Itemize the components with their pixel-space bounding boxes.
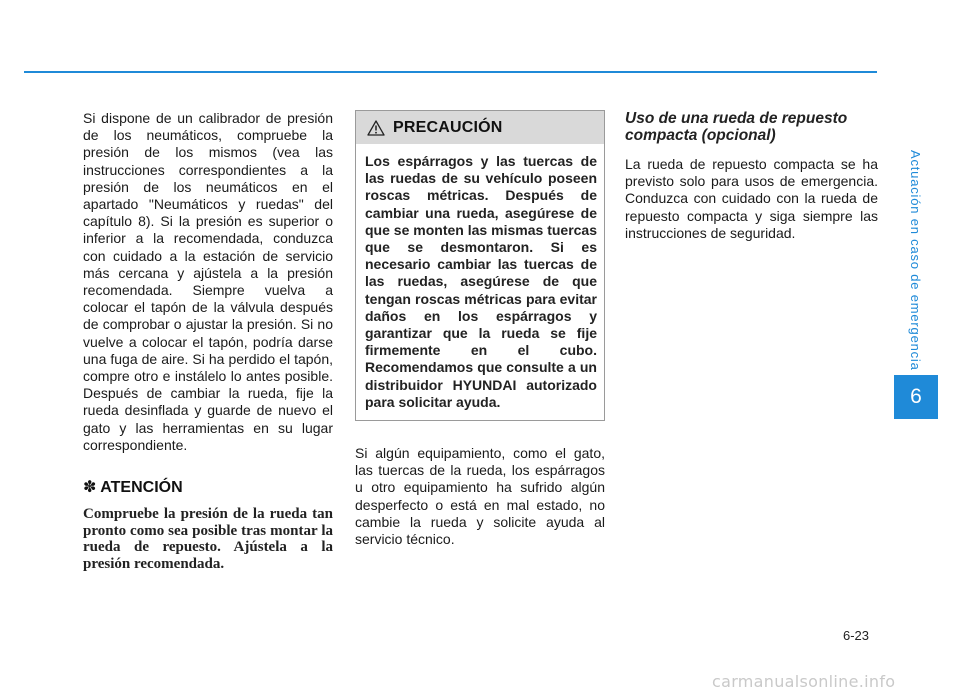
chapter-number-tab[interactable]: 6 xyxy=(894,375,938,419)
page-number: 6-23 xyxy=(843,628,870,643)
attention-heading-label: ATENCIÓN xyxy=(100,479,183,497)
tire-pressure-paragraph: Si dispone de un calibrador de presión de los neumáticos, compruebe la presión de los mismos (vea las instrucciones correspondientes a la presión de los neumáticos en el apartado "Neumáticos y ruedas" del capítulo 8). Si la presión es superior o inferior a la recomendada, conduzca con cuidado a la estación de servicio más cercana y ajústela a la presión recomendada. Siempre vuelva a colocar el tapón de la válvula después de comprobar o ajustar la presión. Si no vuelve a colocar el tapón, podría darse una fuga de aire. Si ha perdido el tapón, compre otro e instálelo lo antes posible. Después de cambiar la rueda, fije la rueda desinflada y guarde de nuevo el gato y las herramientas en su lugar correspondiente. xyxy=(83,110,333,453)
watermark: carmanualsonline.info xyxy=(712,672,896,689)
caution-title: PRECAUCIÓN xyxy=(393,118,503,136)
header-rule xyxy=(24,71,877,73)
column-right xyxy=(625,110,878,242)
attention-symbol: ✽ xyxy=(83,479,97,497)
attention-heading xyxy=(83,478,333,498)
caution-header xyxy=(356,111,604,144)
compact-spare-paragraph: La rueda de repuesto compacta se ha previsto solo para usos de emergencia. Conduzca con cuidado con la rueda de repuesto compacta y siga siempre las instrucciones de seguridad. xyxy=(625,156,878,241)
attention-text: Compruebe la presión de la rueda tan pronto como sea posible tras montar la rueda de repuesto. Ajústela a la presión recomendada. xyxy=(83,506,333,572)
section-title: Uso de una rueda de repuesto compacta (opcional) xyxy=(625,110,848,144)
column-left xyxy=(83,110,333,572)
caution-text: Los espárragos y las tuercas de las ruedas de su vehículo poseen roscas métricas. Después de cambiar una rueda, asegúrese de que se monten las mismas tuercas que se desmontaron. Si es necesario cambiar las tuercas de las ruedas, asegúrese de que tengan roscas métricas para evitar daños en los espárragos y garantizar que la rueda se fije firmemente en el cubo. Recomendamos que consulte a un distribuidor HYUNDAI autorizado para solicitar ayuda. xyxy=(365,153,597,410)
caution-box xyxy=(355,110,605,421)
chapter-title: Actuación en caso de emergencia xyxy=(908,150,923,371)
damaged-equipment-paragraph: Si algún equipamiento, como el gato, las tuercas de la rueda, los espárragos u otro equipamiento ha sufrido algún desperfecto o está en mal estado, no cambie la rueda y solicite ayuda al servicio técnico. xyxy=(355,445,605,548)
column-middle xyxy=(355,110,605,548)
warning-triangle-icon xyxy=(367,120,385,136)
